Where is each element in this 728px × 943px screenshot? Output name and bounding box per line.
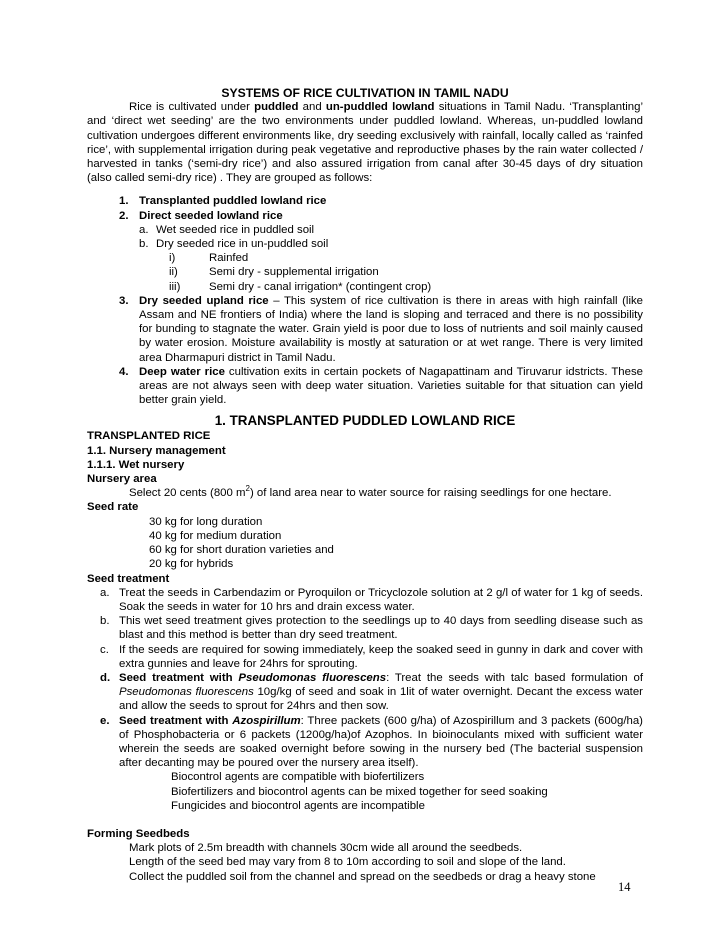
list-item: d. Seed treatment with Pseudomonas fluorescens: Treat the seeds with talc based formulation of Pseudomonas fluorescens 10g/kg of seed and soak in 1lit of water overnight. Decant the excess water and allow the seeds to sprout for 24hrs and then sow. <box>100 671 643 713</box>
seed-rate-line: 40 kg for medium duration <box>149 529 282 542</box>
list-item: c. If the seeds are required for sowing immediately, keep the soaked seed in gunny in dark and cover with extra gunnies and leave for 24hrs for sprouting. <box>100 643 643 670</box>
list-item: b. This wet seed treatment gives protection to the seedlings up to 40 days from seedling disease such as blast and this method is better than dry seed treatment. <box>100 615 643 642</box>
list-item: 4. Deep water rice cultivation exits in certain pockets of Nagapattinam and Tiruvarur idstricts. These areas are not always seen with deep water situation. Varieties suitable for that situation can yield better grain yield. <box>119 365 643 407</box>
note-line: Biofertilizers and biocontrol agents can be mixed together for seed soaking <box>171 785 548 798</box>
page-title: SYSTEMS OF RICE CULTIVATION IN TAMIL NADU <box>221 86 509 100</box>
subheading: TRANSPLANTED RICE <box>87 430 211 443</box>
section-heading: 1. TRANSPLANTED PUDDLED LOWLAND RICE <box>214 413 516 429</box>
subheading: 1.1. Nursery management <box>87 444 226 457</box>
seedbeds-line: Mark plots of 2.5m breadth with channels 30cm wide all around the seedbeds. <box>129 842 523 855</box>
list-item: a. Treat the seeds in Carbendazim or Pyroquilon or Tricyclozole solution at 2 g/l of water for 1 kg of seeds. Soak the seeds in water for 10 hrs and drain excess water. <box>100 586 643 613</box>
seed-rate-line: 20 kg for hybrids <box>149 558 234 571</box>
list-item: a. Wet seeded rice in puddled soil <box>139 223 315 236</box>
intro-paragraph: Rice is cultivated under puddled and un-puddled lowland situations in Tamil Nadu. ‘Transplanting’ and ‘direct wet seeding’ are the two environments under puddled lowland. Whereas, un-puddled lowland cultivation undergoes different environments like, dry seeding exclusively with rainfall, locally called as ‘rainfed rice’, with supplemental irrigation during peak vegetative and reproductive phases by the rain water collected / harvested in tanks (‘semi-dry rice’) and also assured irrigation from canal after 30-45 days of dry situation (also called semi-dry rice) . They are grouped as follows: <box>87 101 644 185</box>
systems-list <box>87 194 643 407</box>
list-item: iii) Semi dry - canal irrigation* (contingent crop) <box>169 280 432 293</box>
seedbeds-line: Length of the seed bed may vary from 8 to 10m according to soil and slope of the land. <box>129 856 566 869</box>
seed-rate-heading: Seed rate <box>87 501 139 514</box>
page-number: 14 <box>618 880 631 894</box>
list-item: b. Dry seeded rice in un-puddled soil <box>139 238 329 251</box>
seedbeds-heading: Forming Seedbeds <box>87 827 190 840</box>
list-item: 1. Transplanted puddled lowland rice <box>119 195 327 208</box>
list-item: ii) Semi dry - supplemental irrigation <box>169 266 379 279</box>
seed-rate-line: 60 kg for short duration varieties and <box>149 544 334 557</box>
list-item: e. Seed treatment with Azospirillum: Three packets (600 g/ha) of Azospirillum and 3 packets (600g/ha) of Phosphobacteria or 6 packets (1200g/ha)of Azophos. In bioinoculants mixed with sufficient water wherein the seeds are soaked overnight before sowing in the nursery bed (The bacterial suspension after decanting may be poured over the nursery area itself). <box>100 714 643 770</box>
list-item: 3. Dry seeded upland rice – This system of rice cultivation is there in areas with high rainfall (like Assam and NE frontiers of India) where the land is sloping and terraced and there is no possibility for bunding to stagnate the water. Grain yield is poor due to loss of nutrients and soil mainly caused by water erosion. Moisture availability is mostly at saturation or at wet range. There is very limited area Dharmapuri district in Tamil Nadu. <box>119 294 643 364</box>
list-item: 2. Direct seeded lowland rice <box>119 209 283 222</box>
note-line: Biocontrol agents are compatible with biofertilizers <box>171 771 425 784</box>
list-item: i) Rainfed <box>169 252 249 265</box>
seedbeds-line: Collect the puddled soil from the channel and spread on the seedbeds or drag a heavy stone <box>129 870 596 883</box>
note-line: Fungicides and biocontrol agents are incompatible <box>171 799 425 812</box>
document-page <box>87 86 643 884</box>
nursery-area-text: Select 20 cents (800 $m^2$) of land area near to water source for raising seedlings for one hectare. <box>129 484 612 500</box>
seed-treatment-heading: Seed treatment <box>87 572 170 585</box>
seed-rate-line: 30 kg for long duration <box>149 515 263 528</box>
subheading: Nursery area <box>87 473 157 486</box>
subheading: 1.1.1. Wet nursery <box>87 458 185 471</box>
